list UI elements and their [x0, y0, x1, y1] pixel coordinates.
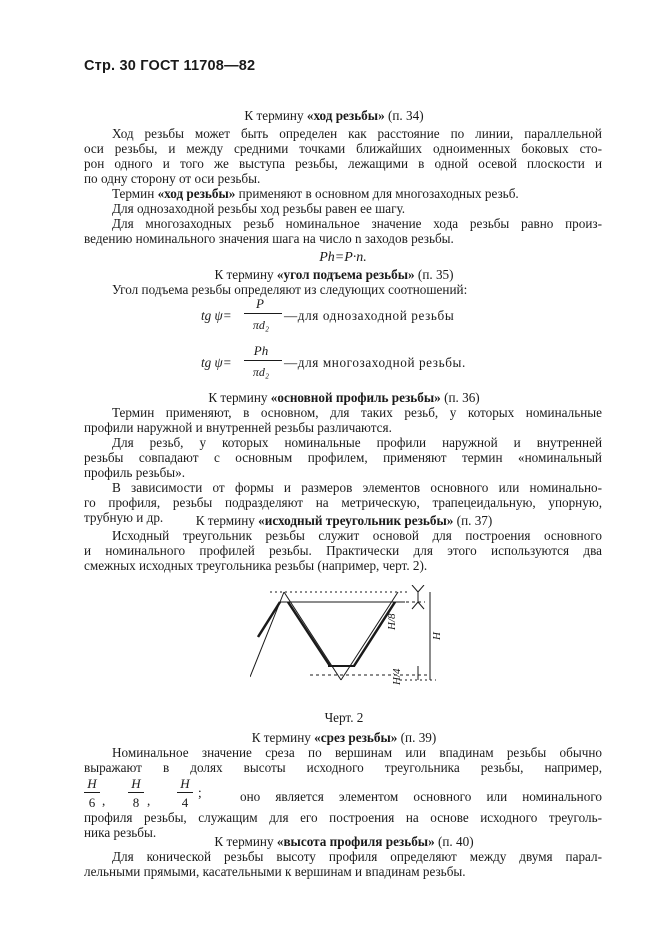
- figure-caption: Черт. 2: [324, 710, 364, 725]
- paragraph-line: лельными прямыми, касательными к вершинам и впадинам резьбы.: [84, 864, 466, 879]
- heading-term-39: К термину «срез резьбы» (п. 39): [251, 730, 437, 745]
- paragraph-line: оси резьбы, и между средними точками ближайших одноименных боковых сто-: [84, 141, 602, 156]
- heading-term-34: К термину «ход резьбы» (п. 34): [244, 108, 424, 123]
- paragraph-line: оно является элементом основного или номинального: [240, 789, 602, 804]
- heading-term-37: К термину «исходный треугольник резьбы» (п. 37): [195, 513, 493, 528]
- heading-term-35: К термину «угол подъема резьбы» (п. 35): [214, 267, 454, 282]
- label-h8: H/8: [386, 613, 398, 630]
- paragraph-line: ведению номинального значения шага на число n заходов резьбы.: [84, 231, 454, 246]
- heading-term-36: К термину «основной профиль резьбы» (п. 36): [208, 390, 480, 405]
- paragraph-line: ника резьбы.: [84, 825, 157, 840]
- paragraph-line: по одну сторону от оси резьбы.: [84, 171, 261, 186]
- formula-single-start: tg ψ= P πd₂ —для однозаходной резьбы: [201, 296, 455, 332]
- paragraph-line: смежных исходных треугольника резьбы (например, черт. 2).: [84, 558, 428, 573]
- paragraph-line: профили наружной и внутренней резьбы различаются.: [84, 420, 392, 435]
- paragraph-line: рон одного и того же выступа резьбы, лежащими в одной осевой плоскости и: [84, 156, 602, 171]
- label-h: H: [431, 632, 443, 640]
- paragraph-line: Угол подъема резьбы определяют из следующих соотношений:: [112, 282, 468, 297]
- paragraph-line: профиля резьбы, служащим для его построения на основе исходного треуголь-: [84, 810, 602, 825]
- paragraph-line: выражают в долях высоты исходного треугольника резьбы, например,: [84, 760, 602, 775]
- paragraph-line: Термин применяют, в основном, для таких резьб, у которых номинальные: [112, 405, 602, 420]
- paragraph-line: и номинального профилей резьбы. Практически для этого используются два: [84, 543, 602, 558]
- paragraph-line: Ход резьбы может быть определен как расстояние по линии, параллельной: [112, 126, 602, 141]
- label-h4: H/4: [391, 668, 403, 685]
- fraction-h4: H 4 ;: [0, 0, 661, 850]
- paragraph-line: Для резьб, у которых номинальные профили наружной и внутренней: [112, 435, 602, 450]
- fraction-h6: H 6 ,: [0, 0, 661, 850]
- formula-lead: Ph=P·n.: [319, 250, 367, 265]
- page-number: Стр. 30: [84, 58, 137, 74]
- paragraph-line: го профиля, резьбы подразделяют на метрическую, трапецеидальную, упорную,: [84, 495, 602, 510]
- fraction-h8: H 8 ,: [0, 0, 661, 850]
- paragraph-line: Для многозаходных резьб номинальное значение хода резьбы равно произ-: [112, 216, 602, 231]
- paragraph-line: Номинальное значение среза по вершинам или впадинам резьбы обычно: [112, 745, 602, 760]
- heading-term-40: К термину «высота профиля резьбы» (п. 40): [214, 834, 474, 849]
- standard-code: ГОСТ 11708—82: [140, 58, 256, 74]
- paragraph-line: Для конической резьбы высоту профиля определяют между двумя парал-: [112, 849, 602, 864]
- paragraph-line: В зависимости от формы и размеров элементов основного или номинально-: [112, 480, 602, 495]
- paragraph-line: Исходный треугольник резьбы служит основой для построения основного: [112, 528, 602, 543]
- paragraph-line: Для однозаходной резьбы ход резьбы равен ее шагу.: [112, 201, 406, 216]
- paragraph-line: Термин «ход резьбы» применяют в основном для многозаходных резьб.: [112, 186, 519, 201]
- paragraph-line: профиль резьбы».: [84, 465, 186, 480]
- paragraph-line: трубную и др.: [84, 510, 164, 525]
- paragraph-line: резьбы совпадают с основным профилем, применяют термин «номинальный: [84, 450, 602, 465]
- formula-multi-start: tg ψ= Ph πd₂ —для многозаходной резьбы.: [201, 343, 466, 379]
